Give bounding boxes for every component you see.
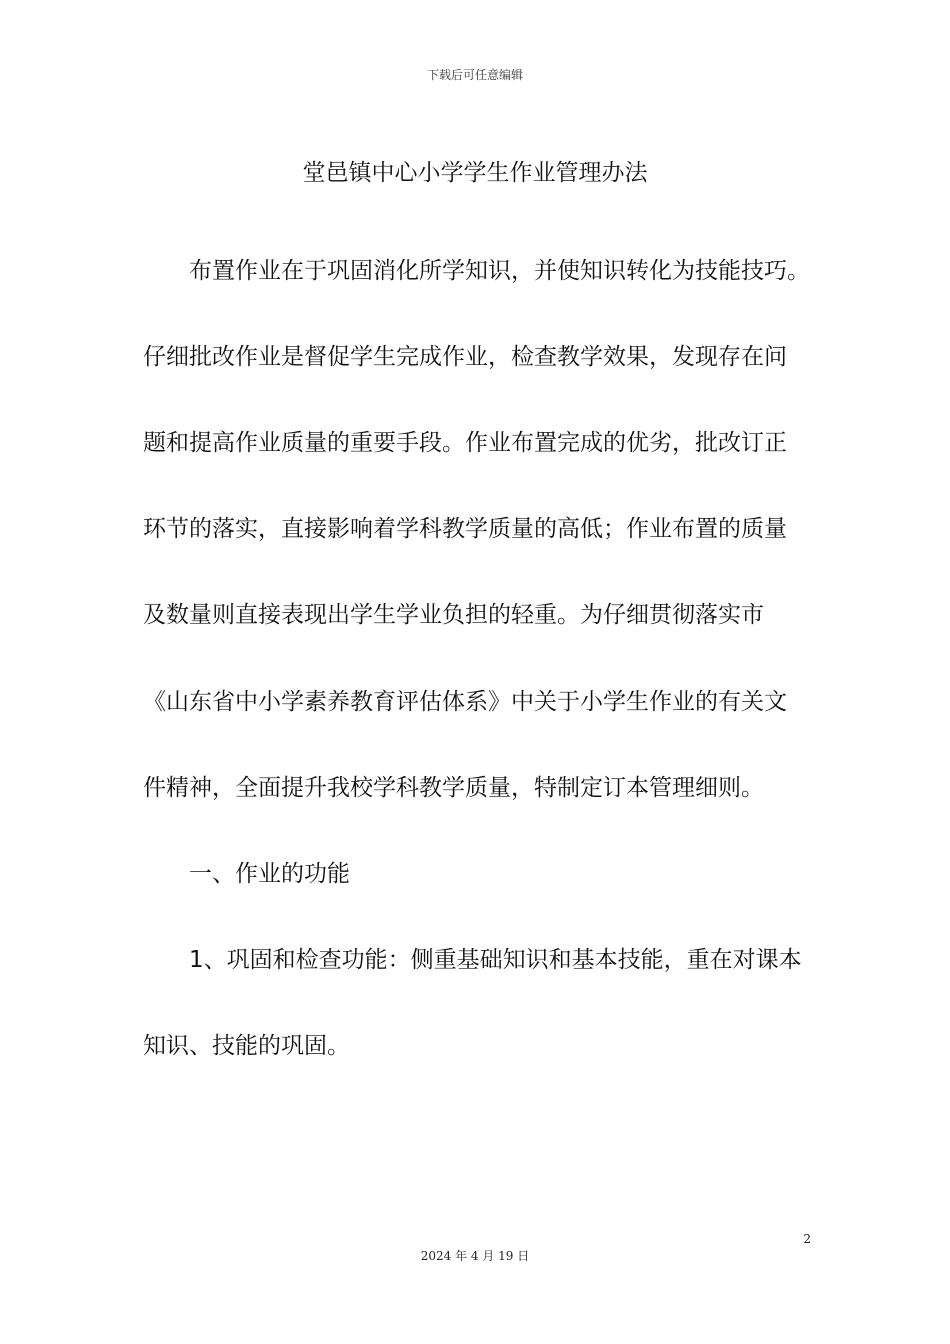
section-heading: 一、作业的功能	[189, 861, 350, 887]
footer-date: 2024 年 4 月 19 日	[420, 1249, 530, 1263]
paragraph-line: 题和提高作业质量的重要手段。作业布置完成的优劣，批改订正	[143, 430, 787, 456]
paragraph-line: 知识、技能的巩固。	[143, 1033, 350, 1059]
paragraph-line: 仔细批改作业是督促学生完成作业，检查教学效果，发现存在问	[143, 344, 787, 370]
paragraph-line: 件精神，全面提升我校学科教学质量，特制定订本管理细则。	[143, 775, 764, 801]
paragraph-line: 环节的落实，直接影响着学科教学质量的高低；作业布置的质量	[143, 516, 787, 542]
paragraph-line: 1、巩固和检查功能：侧重基础知识和基本技能，重在对课本	[189, 947, 802, 973]
paragraph-line: 布置作业在于巩固消化所学知识，并使知识转化为技能技巧。	[189, 258, 810, 284]
paragraph-line: 及数量则直接表现出学生学业负担的轻重。为仔细贯彻落实市	[143, 602, 764, 628]
header-note: 下载后可任意编辑	[426, 68, 523, 82]
paragraph-line: 《山东省中小学素养教育评估体系》中关于小学生作业的有关文	[143, 689, 787, 715]
page-number: 2	[803, 1232, 811, 1246]
document-title: 堂邑镇中心小学学生作业管理办法	[302, 160, 648, 186]
